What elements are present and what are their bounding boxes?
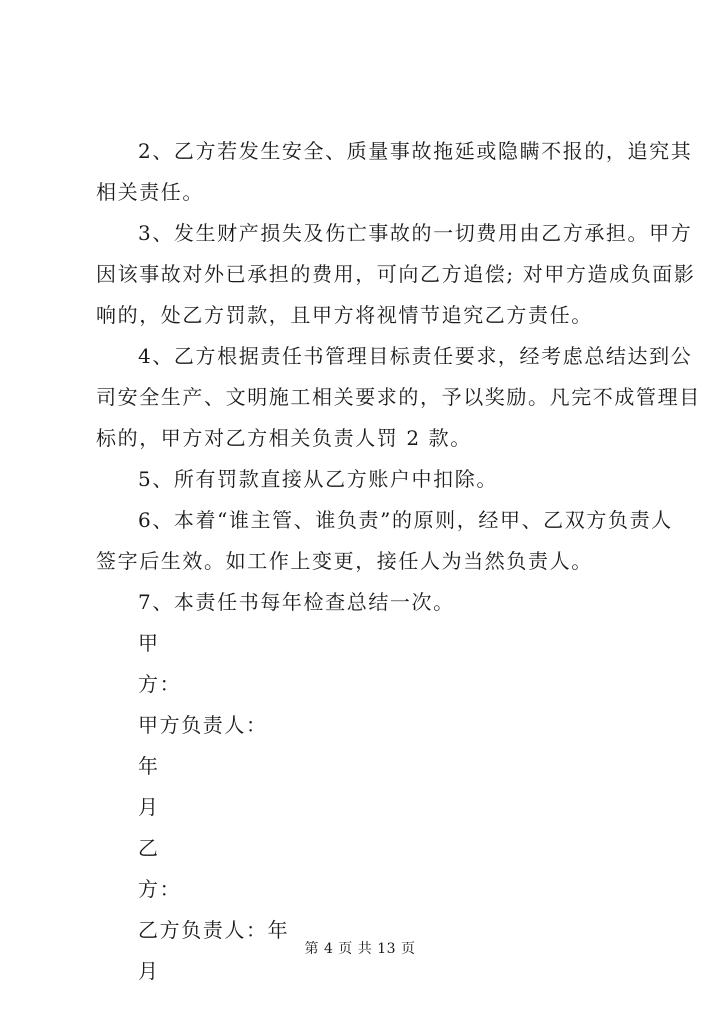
paragraph-line: 4、乙方根据责任书管理目标责任要求，经考虑总结达到公 (138, 344, 693, 368)
signature-line-party-a-representative: 甲方负责人： (138, 713, 268, 737)
clause-7 (96, 582, 636, 623)
paragraph-line: 3、发生财产损失及伤亡事故的一切费用由乙方承担。甲方 (138, 221, 693, 245)
clause-5 (96, 459, 636, 500)
paragraph-line: 5、所有罚款直接从乙方账户中扣除。 (138, 467, 498, 491)
clause-4 (96, 336, 701, 459)
paragraph-line: 司安全生产、文明施工相关要求的，予以奖励。凡完不成管理目 (96, 385, 701, 409)
signature-line-party-a: 甲 (138, 631, 160, 655)
signature-block (96, 623, 636, 992)
page-number-footer: 第 4 页 共 13 页 (304, 941, 416, 957)
document-body (96, 131, 701, 992)
paragraph-line: 响的，处乙方罚款，且甲方将视情节追究乙方责任。 (96, 303, 593, 327)
clause-2 (96, 131, 693, 213)
paragraph-line: 2、乙方若发生安全、质量事故拖延或隐瞒不报的，追究其 (138, 139, 693, 163)
signature-line-party-b-representative: 乙方负责人：年 (138, 918, 290, 942)
paragraph-line: 7、本责任书每年检查总结一次。 (138, 590, 455, 614)
signature-line-month: 月 (138, 959, 160, 983)
paragraph-line: 签字后生效。如工作上变更，接任人为当然负责人。 (96, 549, 593, 573)
clause-3 (96, 213, 696, 336)
paragraph-line: 因该事故对外已承担的费用，可向乙方追偿; 对甲方造成负面影 (96, 262, 696, 286)
signature-line-party-a-label: 方： (138, 672, 182, 696)
signature-line-party-b-label: 方： (138, 877, 182, 901)
signature-line-month: 月 (138, 795, 160, 819)
paragraph-line: 相关责任。 (96, 180, 204, 204)
clause-6 (96, 500, 673, 582)
signature-line-party-b: 乙 (138, 836, 160, 860)
signature-line-year: 年 (138, 754, 160, 778)
paragraph-line: 标的，甲方对乙方相关负责人罚 2 款。 (96, 426, 472, 450)
paragraph-line: 6、本着“谁主管、谁负责”的原则，经甲、乙双方负责人 (138, 508, 673, 532)
